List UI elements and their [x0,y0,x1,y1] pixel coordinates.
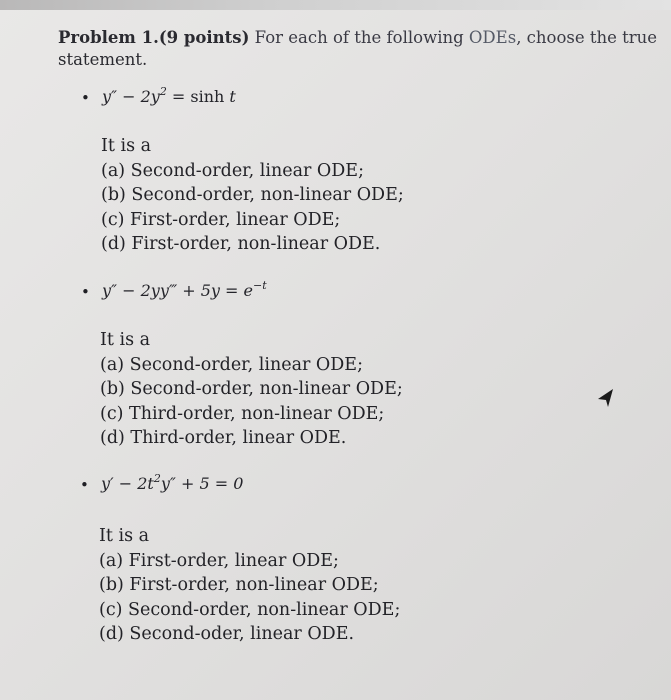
problem-prompt-start: For each of the following [254,28,469,47]
bullet-3: • [80,476,89,494]
item-1-intro: It is a [101,136,152,156]
item-3-option-d: (d) Second-oder, linear ODE. [99,624,355,644]
item-2-intro: It is a [100,330,151,350]
bullet-2: • [81,283,90,301]
item-2-answers [100,328,403,451]
problem-prompt-continuation: statement. [58,50,148,69]
item-3-intro: It is a [99,526,150,546]
item-3-option-c: (c) Second-order, non-linear ODE; [99,599,401,620]
item-1-option-c: (c) First-order, linear ODE; [101,209,341,230]
problem-heading [58,28,666,48]
item-1-answers [101,134,404,257]
problem-points: (9 points) [158,28,250,47]
item-3-answers [99,524,400,647]
problem-label: Problem 1. [58,28,159,47]
item-2-option-a: (a) Second-order, linear ODE; [100,354,363,375]
equation-2: y″ − 2yy‴ + $5y = e^{-t}$ [102,279,267,300]
item-3-option-a: (a) First-order, linear ODE; [99,550,339,571]
problem-prompt-odes: ODEs [468,28,517,47]
mouse-pointer-icon [597,388,615,410]
item-3-option-b: (b) First-order, non-linear ODE; [99,575,379,595]
item-2-option-b: (b) Second-order, non-linear ODE; [100,379,403,399]
item-1-option-a: (a) Second-order, linear ODE; [101,160,364,181]
item-2-option-c: (c) Third-order, non-linear ODE; [100,403,385,424]
item-1-option-b: (b) Second-order, non-linear ODE; [101,185,404,205]
equation-1: $y'' - 2y^2 = \sinh t$ [102,85,236,106]
problem-prompt-end: , choose the true [516,28,658,47]
equation-3: $y' - 2t^2y'' + 5 = 0$ [101,472,244,493]
item-2-option-d: (d) Third-order, linear ODE. [100,428,347,448]
bullet-1: • [81,89,90,107]
item-1-option-d: (d) First-order, non-linear ODE. [101,234,381,254]
